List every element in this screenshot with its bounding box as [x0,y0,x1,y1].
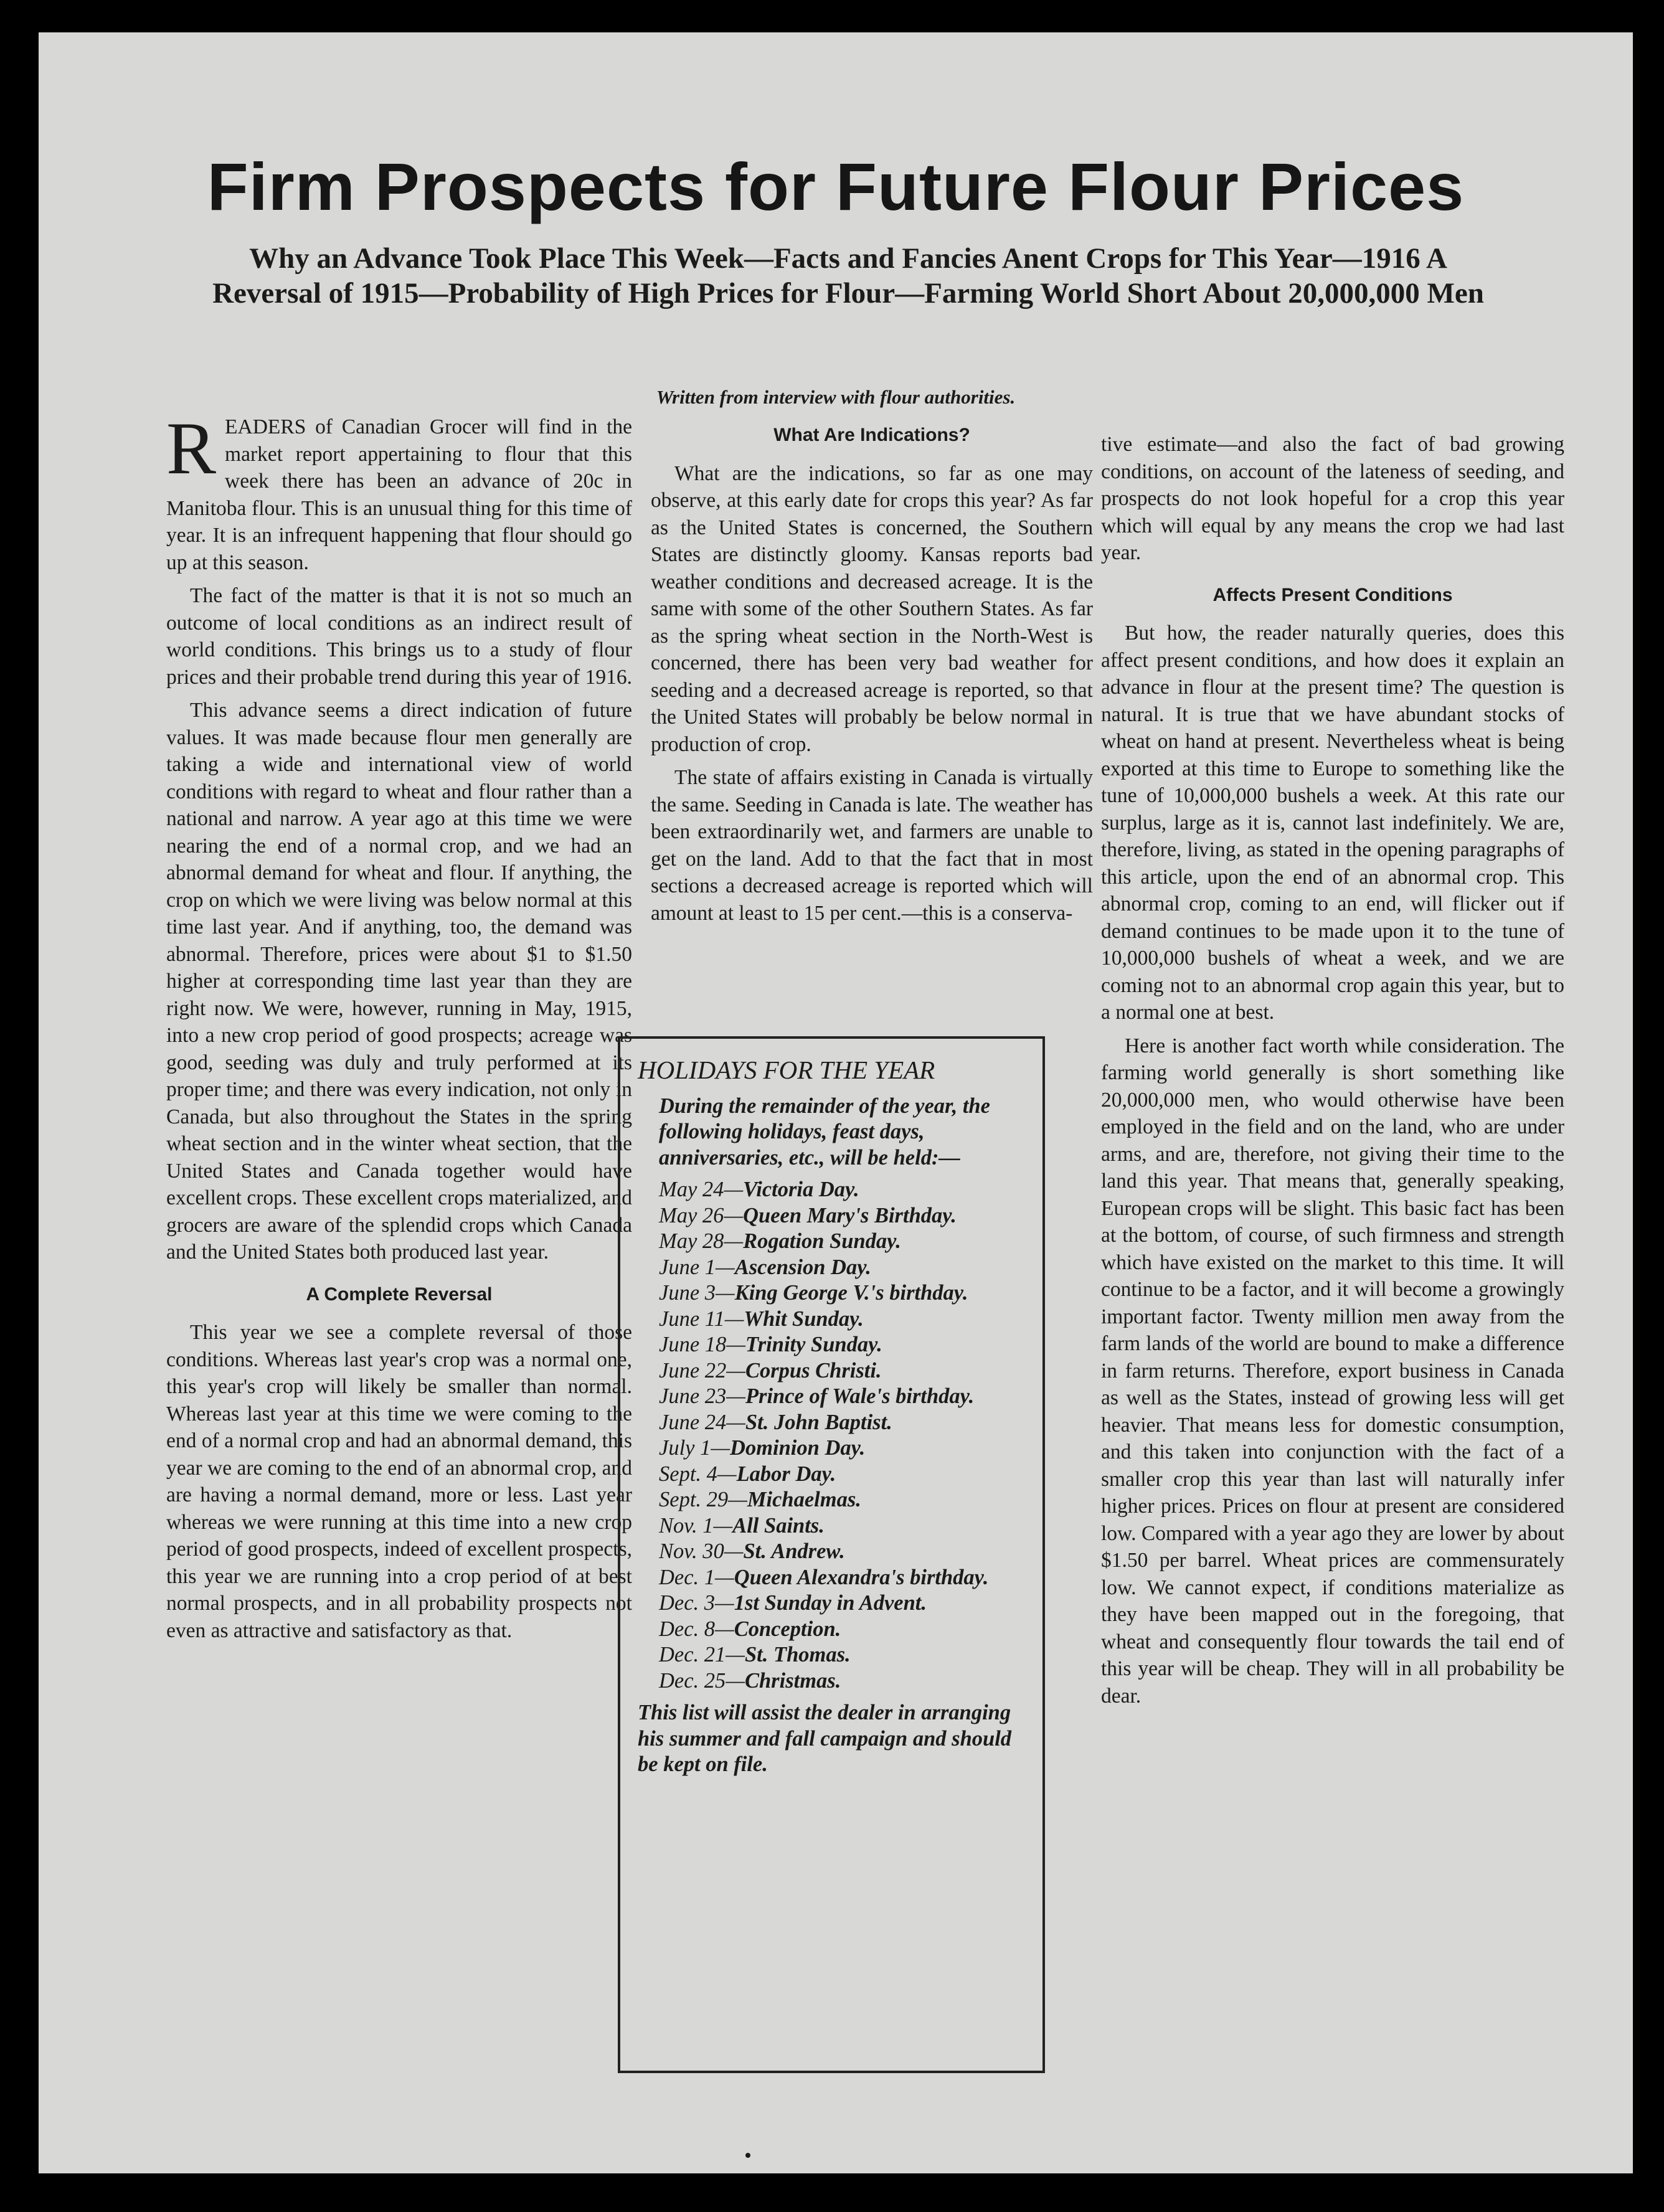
holiday-item [659,1668,1028,1694]
dash-separator: — [724,1178,744,1201]
holiday-name: Michaelmas. [747,1488,861,1511]
holiday-name: Labor Day. [736,1462,836,1486]
holiday-name: All Saints. [732,1513,825,1538]
section-heading: A Complete Reversal [306,1283,493,1305]
holiday-name: Prince of Wale's birthday. [745,1384,975,1408]
dash-separator: — [726,1643,745,1666]
holiday-date: June 24 [659,1410,727,1434]
dash-separator: — [726,1410,745,1434]
dash-separator: — [724,1229,744,1253]
holiday-name: Queen Alexandra's birthday. [734,1565,989,1589]
section-heading: What Are Indications? [773,425,970,445]
holiday-name: Queen Mary's Birthday. [743,1203,957,1227]
holiday-item [659,1229,1028,1255]
holiday-item [659,1177,1028,1203]
holiday-item [659,1462,1028,1488]
paragraph: What are the indications, so far as one may observe, at this early date for crops this year? As far as the United States is concerned, the Southern States are distinctly gloomy. Kansas reports bad weather conditions and decreased acreage. It is the same with some of the other Southern States. As far as the spring wheat section in the North-West is concerned, there has been very bad weather for seeding and a decreased acreage is reported, so that the United States will probably be below normal in production of crop. [651,461,1093,756]
holiday-name: Christmas. [744,1668,841,1693]
dash-separator: — [713,1513,733,1538]
dash-separator: — [724,1539,744,1563]
paragraph: The fact of the matter is that it is not so much an outcome of local conditions as an indirect result of world conditions. This brings us to a study of flour prices and their probable trend during this year of 1916. [166,584,632,689]
paragraph: tive estimate—and also the fact of bad growing conditions, on account of the lateness of seeding, and prospects do not look hopeful for a crop this year which will equal by any means the crop we had last year. [1101,433,1564,564]
holidays-title: HOLIDAYS FOR THE YEAR [638,1056,935,1084]
holiday-name: Conception. [734,1617,841,1641]
holidays-box [618,1036,1045,2073]
holiday-name: Corpus Christi. [745,1358,882,1382]
holiday-date: Dec. 25 [659,1668,726,1693]
holiday-item [659,1255,1028,1281]
holiday-item [659,1642,1028,1668]
holiday-item [659,1539,1028,1565]
holiday-name: Whit Sunday. [744,1307,864,1331]
holiday-date: May 24 [659,1178,724,1201]
holiday-item [659,1384,1028,1410]
newspaper-page [39,32,1633,2173]
holiday-date: May 26 [659,1203,724,1227]
subheadline-deck: Why an Advance Took Place This Week—Facts and Fancies Anent Crops for This Year—1916 A Reversal of 1915—Probability of High Prices for Flour—Farming World Short About 20,000,000 Men [212,242,1484,310]
holiday-name: St. Andrew. [743,1539,845,1563]
intro-text: EADERS of Canadian Grocer will find in the market report appertaining to flour that this week there has been an advance of 20c in Manitoba flour. This is an unusual thing for this time of year. It is an infrequent happening that flour should go up at this season. [166,415,632,574]
byline: Written from interview with flour authorities. [656,386,1016,408]
holiday-item [659,1617,1028,1643]
holiday-item [659,1487,1028,1513]
holiday-name: Rogation Sunday. [743,1229,901,1253]
holiday-item [659,1435,1028,1462]
holiday-name: St. John Baptist. [745,1410,892,1434]
paragraph: This year we see a complete reversal of those conditions. Whereas last year's crop was a normal one, this year's crop will likely be smaller than normal. Whereas last year at this time we were coming to the end of a normal crop and had an abnormal demand, this year we are coming to the end of an abnormal crop, and are having a normal demand, more or less. Last year whereas we were running at this time into a new crop period of good prospects, indeed of excellent prospects, this year we are running into a crop period of at best normal prospects, and in all probability prospects not even as attractive and satisfactory as that. [166,1321,632,1642]
holiday-item [659,1307,1028,1333]
holiday-date: June 22 [659,1358,727,1382]
ink-speck [745,2153,750,2158]
holiday-item [659,1332,1028,1358]
dash-separator: — [724,1203,744,1227]
holiday-date: Dec. 1 [659,1565,716,1589]
holiday-date: June 23 [659,1384,727,1408]
dash-separator: — [715,1617,734,1641]
paragraph: But how, the reader naturally queries, does this affect present conditions, and how does it explain an advance in flour at the present time? The question is natural. It is true that we have abundant stocks of wheat on hand at present. Nevertheless wheat is being exported at this time to Europe to something like the tune of 10,000,000 bushels a week. At this rate our surplus, large as it is, cannot last indefinitely. We are, therefore, living, as stated in the opening paragraphs of this article, upon the end of an abnormal crop. This abnormal crop, coming to an end, will flicker out if demand continues to be made upon it to the tune of 10,000,000 bushels of wheat a week, and we are coming not to an abnormal crop again this year, but to a normal one at best. [1101,622,1564,1024]
column-1 [166,407,632,1650]
dash-separator: — [724,1307,744,1331]
holiday-date: Nov. 30 [659,1539,724,1563]
holiday-item [659,1590,1028,1617]
dash-separator: — [711,1436,730,1460]
dash-separator: — [716,1255,735,1279]
dash-separator: — [726,1668,745,1693]
dash-separator: — [716,1281,735,1305]
holiday-item [659,1410,1028,1436]
dash-separator: — [717,1462,737,1486]
holiday-item [659,1513,1028,1539]
column-2 [651,422,1093,933]
holiday-date: Dec. 3 [659,1591,716,1615]
intro-paragraph [166,407,632,576]
paragraph: This advance seems a direct indication of future values. It was made because flour men generally are taking a wide and international view of world conditions with regard to wheat and flour rather than a national and narrow. A year ago at this time we were nearing the end of a normal crop, and we had an abnormal demand for wheat and flour. If anything, the crop on which we were living was below normal at this time last year. And if anything, too, the demand was abnormal. Therefore, prices were about $1 to $1.50 higher at corresponding time last year than they are right now. We were, however, running in May, 1915, into a new crop period of good prospects; acreage was good, seeding was duly and truly performed at its proper time; and there was every indication, not only in Canada, but also throughout the States in the spring wheat section and in the winter wheat section, that the United States and Canada together would have excellent crops. These excellent crops materialized, and grocers are aware of the splendid crops which Canada and the United States both produced last year. [166,699,632,1264]
column-3 [1101,431,1564,1716]
holiday-name: Victoria Day. [743,1178,859,1201]
holiday-date: May 28 [659,1229,724,1253]
holidays-list [638,1177,1028,1694]
holiday-date: Sept. 29 [659,1488,729,1511]
paragraph: The state of affairs existing in Canada is virtually the same. Seeding in Canada is late. The weather has been extraordinarily wet, and farmers are unable to get on the land. Add to that the fact that in most sections a decreased acreage is reported which will amount at least to 15 per cent.—this is a conserva- [651,766,1093,925]
holiday-name: St. Thomas. [744,1643,851,1666]
holiday-item [659,1565,1028,1591]
holidays-intro: During the remainder of the year, the following holidays, feast days, anniversaries, etc., will be held:— [659,1094,990,1170]
holiday-date: June 1 [659,1255,716,1279]
dash-separator: — [715,1565,734,1589]
holiday-date: Sept. 4 [659,1462,717,1486]
holiday-name: Dominion Day. [730,1436,866,1460]
holiday-date: Dec. 21 [659,1643,726,1666]
holidays-closing-note: This list will assist the dealer in arranging his summer and fall campaign and should be kept on file. [638,1701,1012,1776]
dash-separator: — [726,1333,745,1356]
holiday-date: Dec. 8 [659,1617,716,1641]
holiday-item [659,1203,1028,1229]
holiday-date: June 18 [659,1333,727,1356]
drop-cap: R [166,407,217,489]
holiday-date: Nov. 1 [659,1513,714,1538]
holiday-date: July 1 [659,1436,711,1460]
dash-separator: — [726,1358,745,1382]
dash-separator: — [715,1591,734,1615]
headline: Firm Prospects for Future Flour Prices [207,149,1465,224]
dash-separator: — [726,1384,745,1408]
holiday-name: King George V.'s birthday. [734,1281,968,1305]
holiday-name: 1st Sunday in Advent. [734,1591,927,1615]
holiday-date: June 11 [659,1307,725,1331]
section-heading: Affects Present Conditions [1213,584,1453,605]
holiday-date: June 3 [659,1281,716,1305]
dash-separator: — [728,1488,747,1511]
holiday-item [659,1280,1028,1307]
holiday-item [659,1358,1028,1384]
holiday-name: Ascension Day. [734,1255,871,1279]
paragraph: Here is another fact worth while consideration. The farming world generally is short something like 20,000,000 men, who would otherwise have been employed in the field and on the land, who are under arms, and are, therefore, not giving their time to the land this year. That means that, generally speaking, European crops will be slight. This basic fact has been at the bottom, of course, of such firmness and strength which have existed on the market to this time. It will continue to be a factor, and it will become a growingly important factor. Twenty million men away from the farm lands of the world are bound to make a difference in farm returns. Therefore, export business in Canada as well as the States, instead of growing less will get heavier. That means less for domestic consumption, and this taken into conjunction with the fact of a smaller crop this year than last will naturally infer higher prices. Prices on flour at present are considered low. Compared with a year ago they are lower by about $1.50 per barrel. Wheat prices are commensurately low. We cannot expect, if conditions materialize as they have been mapped out in the foregoing, that wheat and consequently flour towards the tail end of this year will be cheap. They will in all probability be dear. [1101,1034,1564,1708]
holiday-name: Trinity Sunday. [745,1333,882,1356]
